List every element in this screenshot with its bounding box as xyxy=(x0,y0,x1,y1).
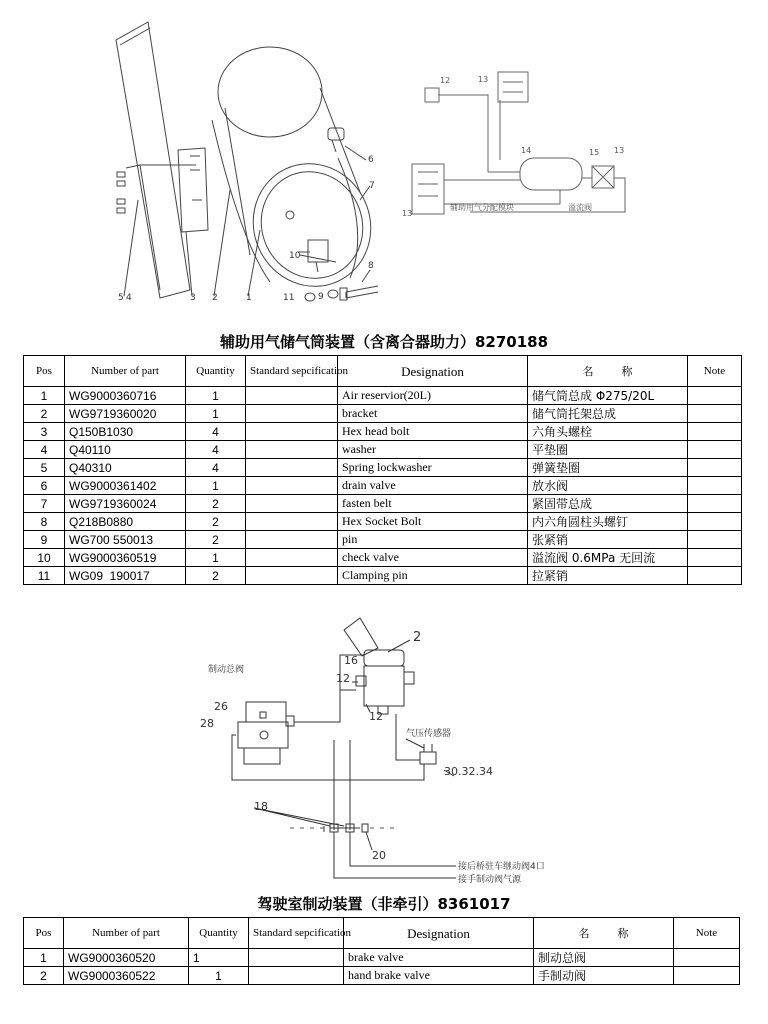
svg-text:4: 4 xyxy=(126,293,132,303)
cell-name-zh: 平垫圈 xyxy=(528,441,688,459)
cell-name-zh: 储气筒托架总成 xyxy=(528,405,688,423)
cell-designation: fasten belt xyxy=(338,495,528,513)
cell-name-zh: 制动总阀 xyxy=(534,949,674,967)
cell-qty: 4 xyxy=(186,459,246,477)
svg-text:5: 5 xyxy=(118,293,124,303)
cell-pos: 7 xyxy=(24,495,65,513)
cell-name-zh: 手制动阀 xyxy=(534,967,674,985)
cell-part: WG700 550013 xyxy=(65,531,186,549)
cell-part: WG9000360520 xyxy=(64,949,189,967)
diagram-label-28: 28 xyxy=(200,717,214,730)
table-row xyxy=(24,967,740,985)
cell-part: Q40110 xyxy=(65,441,186,459)
cell-name-zh: 张紧销 xyxy=(528,531,688,549)
header-note: Note xyxy=(688,356,742,387)
cell-qty: 2 xyxy=(186,513,246,531)
cell-designation: bracket xyxy=(338,405,528,423)
diagram-label-12a: 12 xyxy=(336,672,350,685)
cell-designation: Air reservior(20L) xyxy=(338,387,528,405)
cell-designation: pin xyxy=(338,531,528,549)
cell-name-zh: 拉紧销 xyxy=(528,567,688,585)
diagram-label-20: 20 xyxy=(372,849,386,862)
cell-note xyxy=(674,949,740,967)
cell-designation: Clamping pin xyxy=(338,567,528,585)
cell-pos: 2 xyxy=(24,967,64,985)
cell-pos: 2 xyxy=(24,405,65,423)
cell-name-zh: 弹簧垫圈 xyxy=(528,459,688,477)
cell-pos: 9 xyxy=(24,531,65,549)
cell-qty: 1 xyxy=(189,967,249,985)
svg-text:10: 10 xyxy=(289,251,301,261)
cell-name-zh: 六角头螺栓 xyxy=(528,423,688,441)
cell-pos: 10 xyxy=(24,549,65,567)
cell-designation: check valve xyxy=(338,549,528,567)
diagram-label-26: 26 xyxy=(214,700,228,713)
cell-name-zh: 储气筒总成 Φ275/20L xyxy=(528,387,688,405)
cell-designation: hand brake valve xyxy=(344,967,534,985)
header-part-number: Number of part xyxy=(64,918,189,949)
svg-text:6: 6 xyxy=(368,155,374,165)
cell-part: Q40310 xyxy=(65,459,186,477)
table-body xyxy=(24,949,740,985)
cell-name-zh: 紧固带总成 xyxy=(528,495,688,513)
diagram-label-pressure-sensor: 气压传感器 xyxy=(406,729,452,739)
cell-qty: 1 xyxy=(186,477,246,495)
cell-spec xyxy=(249,949,344,967)
section2-title: 驾驶室制动装置（非牵引）8361017 xyxy=(257,895,511,913)
cell-designation: Hex head bolt xyxy=(338,423,528,441)
svg-text:13: 13 xyxy=(614,146,625,155)
diagram-label-12b: 12 xyxy=(369,710,383,723)
table-row xyxy=(24,949,740,967)
cell-name-zh: 溢流阀 0.6MPa 无回流 xyxy=(528,549,688,567)
svg-text:9: 9 xyxy=(318,292,324,302)
cell-qty: 1 xyxy=(186,387,246,405)
cell-pos: 3 xyxy=(24,423,65,441)
diagram-note-2: 接手制动阀气源 xyxy=(458,875,522,885)
cell-designation: Hex Socket Bolt xyxy=(338,513,528,531)
svg-text:7: 7 xyxy=(369,181,375,191)
section1-title: 辅助用气储气筒装置（含离合器助力）8270188 xyxy=(219,333,549,351)
cell-qty: 4 xyxy=(186,441,246,459)
cell-qty: 1 xyxy=(186,549,246,567)
cell-part: Q150B1030 xyxy=(65,423,186,441)
diagram-label-brake-valve: 制动总阀 xyxy=(208,665,245,675)
header-spec: Standard sepcification xyxy=(246,356,338,387)
cell-part: WG9000360519 xyxy=(65,549,186,567)
cell-designation: washer xyxy=(338,441,528,459)
cell-pos: 1 xyxy=(24,949,64,967)
svg-text:12: 12 xyxy=(440,76,451,85)
header-note: Note xyxy=(674,918,740,949)
cell-part: WG09 190017 xyxy=(65,567,186,585)
cell-pos: 1 xyxy=(24,387,65,405)
cell-designation: Spring lockwasher xyxy=(338,459,528,477)
cell-qty: 2 xyxy=(186,531,246,549)
cell-note xyxy=(674,967,740,985)
svg-text:辅助用气分配模块: 辅助用气分配模块 xyxy=(450,203,514,212)
header-quantity: Quantity xyxy=(186,356,246,387)
header-part-number: Number of part xyxy=(65,356,186,387)
cell-qty: 1 xyxy=(189,949,249,967)
header-quantity: Quantity xyxy=(189,918,249,949)
cell-name-zh: 放水阀 xyxy=(528,477,688,495)
diagram-label-30-32-34: 30.32.34 xyxy=(444,765,493,778)
cell-pos: 5 xyxy=(24,459,65,477)
cell-part: WG9719360020 xyxy=(65,405,186,423)
cell-qty: 1 xyxy=(186,405,246,423)
cell-part: WG9000361402 xyxy=(65,477,186,495)
cell-designation: drain valve xyxy=(338,477,528,495)
diagram-label-18: 18 xyxy=(254,800,268,813)
cell-qty: 4 xyxy=(186,423,246,441)
diagram-label-16: 16 xyxy=(344,654,358,667)
svg-text:8: 8 xyxy=(368,261,374,271)
diagram-note-1: 接后桥驻车继动阀4口 xyxy=(458,862,545,872)
svg-text:15: 15 xyxy=(589,148,600,157)
cell-pos: 11 xyxy=(24,567,65,585)
svg-text:1: 1 xyxy=(246,293,252,303)
cell-part: WG9000360522 xyxy=(64,967,189,985)
svg-text:3: 3 xyxy=(190,293,196,303)
header-pos: Pos xyxy=(24,356,65,387)
svg-text:2: 2 xyxy=(212,293,218,303)
svg-text:溢流阀: 溢流阀 xyxy=(568,203,592,212)
header-designation: Designation xyxy=(344,918,534,949)
cell-pos: 6 xyxy=(24,477,65,495)
cell-part: WG9719360024 xyxy=(65,495,186,513)
svg-text:13: 13 xyxy=(478,75,489,84)
parts-table-brake xyxy=(23,917,740,985)
cell-pos: 4 xyxy=(24,441,65,459)
cell-part: WG9000360716 xyxy=(65,387,186,405)
cell-name-zh: 内六角圆柱头螺钉 xyxy=(528,513,688,531)
header-pos: Pos xyxy=(24,918,64,949)
diagram-label-2: 2 xyxy=(413,630,422,645)
header-name-zh: 名 称 xyxy=(528,356,688,387)
cell-spec xyxy=(249,967,344,985)
cell-qty: 2 xyxy=(186,495,246,513)
cell-qty: 2 xyxy=(186,567,246,585)
header-designation: Designation xyxy=(338,356,528,387)
header-name-zh: 名 称 xyxy=(534,918,674,949)
cell-part: Q218B0880 xyxy=(65,513,186,531)
cell-pos: 8 xyxy=(24,513,65,531)
cell-designation: brake valve xyxy=(344,949,534,967)
svg-text:14: 14 xyxy=(521,146,532,155)
svg-text:11: 11 xyxy=(283,293,295,303)
svg-text:13: 13 xyxy=(402,209,413,218)
header-spec: Standard sepcification xyxy=(249,918,344,949)
